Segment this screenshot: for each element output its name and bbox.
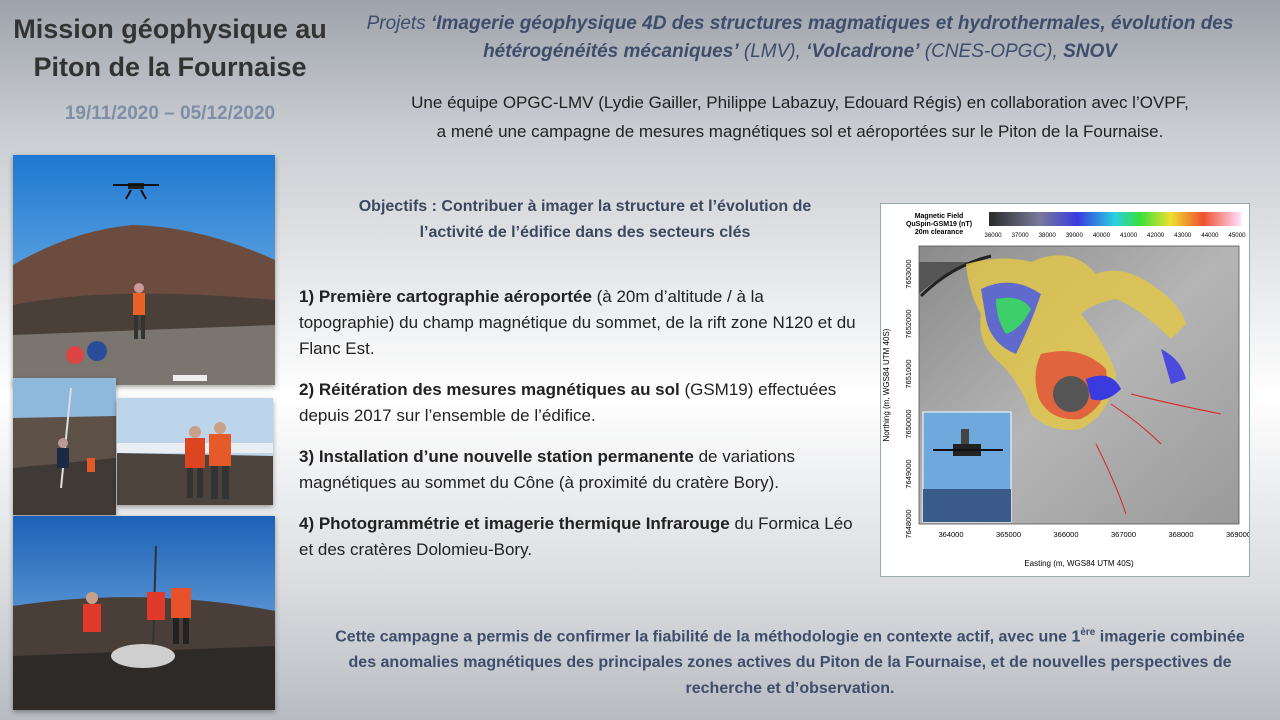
mast-survey-photo [13, 378, 116, 515]
y-tick-label: 7652000 [904, 309, 913, 339]
drone-survey-photo [13, 155, 275, 385]
project-2: ‘Volcadrone’ [806, 41, 920, 62]
list-item-text: de variations magnétiques au sommet du Cône (à proximité du cratère Bory). [299, 447, 795, 492]
colorbar-tick-label: 37000 [1011, 232, 1029, 239]
colorbar-tick-label: 39000 [1065, 232, 1083, 239]
colorbar [989, 212, 1241, 226]
title-line-2: Piton de la Fournaise [33, 52, 307, 82]
legend-title-1: Magnetic Field [914, 213, 964, 220]
objectives-line-2: l’activité de l’édifice dans des secteurs clés [419, 224, 751, 241]
x-tick-label: 369000 [1225, 530, 1249, 539]
y-tick-label: 7648000 [904, 509, 913, 539]
colorbar-tick-label: 44000 [1201, 232, 1219, 239]
list-item [299, 444, 864, 496]
list-item-title: 2) Réitération des mesures magnétiques au sol [299, 380, 680, 399]
ground-station-photo [13, 516, 275, 710]
list-item-title: 3) Installation d’une nouvelle station permanente [299, 447, 694, 466]
colorbar-tick-label: 45000 [1228, 232, 1246, 239]
colorbar-tick-label: 43000 [1174, 232, 1192, 239]
list-item-title: 4) Photogrammétrie et imagerie thermique Infrarouge [299, 514, 730, 533]
y-axis-label: Northing (m, WGS84 UTM 40S) [882, 328, 891, 442]
team-photo [117, 398, 273, 505]
conclusion-text [330, 620, 1250, 702]
objectives-line-1: Objectifs : Contribuer à imager la structure et l’évolution de [358, 198, 812, 215]
projects-prefix: Projets [366, 13, 431, 34]
team-line-1: Une équipe OPGC-LMV (Lydie Gailler, Philippe Labazuy, Edouard Régis) en collaboration avec l’OVPF, [411, 93, 1189, 112]
x-tick-label: 365000 [995, 530, 1022, 539]
x-tick-label: 368000 [1168, 530, 1194, 539]
title-line-1: Mission géophysique au [13, 14, 327, 44]
y-tick-label: 7649000 [904, 459, 913, 489]
colorbar-tick-label: 38000 [1038, 232, 1056, 239]
project-1-org: (LMV), [738, 41, 807, 62]
team-description [340, 88, 1260, 146]
list-item-text: (à 20m d’altitude / à la topographie) du champ magnétique du sommet, de la rift zone N120 et du Flanc Est. [299, 287, 856, 358]
y-tick-label: 7650000 [904, 409, 913, 439]
colorbar-tick-label: 36000 [984, 232, 1002, 239]
conclusion-part-2: imagerie combinée des anomalies magnétiques des principales zones actives du Piton de la Fournaise, et de nouvelles perspectives de recherche et d’observation. [348, 628, 1245, 698]
objectives-list [299, 284, 864, 578]
project-1: ‘Imagerie géophysique 4D des structures magmatiques et hydrothermales, évolution des hétérogénéités mécaniques’ [430, 13, 1234, 62]
x-tick-label: 364000 [938, 530, 964, 539]
list-item-text: du Formica Léo et des cratères Dolomieu-Bory. [299, 514, 853, 559]
list-item [299, 284, 864, 362]
list-item [299, 511, 864, 563]
mission-dates: 19/11/2020 – 05/12/2020 [64, 103, 276, 124]
magnetic-field-map [880, 203, 1250, 577]
projects-line [350, 10, 1250, 66]
inset-drone-photo [923, 412, 1011, 522]
x-axis-label: Easting (m, WGS84 UTM 40S) [1024, 559, 1134, 568]
list-item [299, 377, 864, 429]
colorbar-tick-label: 42000 [1147, 232, 1165, 239]
colorbar-tick-label: 40000 [1092, 232, 1111, 239]
objectives-heading [305, 194, 865, 246]
list-item-text: (GSM19) effectuées depuis 2017 sur l’ensemble de l’édifice. [299, 380, 837, 425]
list-item-title: 1) Première cartographie aéroportée [299, 287, 592, 306]
y-tick-label: 7651000 [904, 359, 913, 389]
conclusion-superscript: ère [1080, 627, 1096, 638]
colorbar-tick-label: 41000 [1119, 232, 1138, 239]
y-tick-label: 7653000 [904, 259, 913, 289]
page-title [0, 10, 340, 86]
team-line-2: a mené une campagne de mesures magnétiques sol et aéroportées sur le Piton de la Fournaise. [436, 122, 1164, 141]
project-3: SNOV [1063, 41, 1117, 62]
legend-title-2: QuSpin-GSM19 (nT) [905, 221, 973, 228]
legend-title-3: 20m clearance [914, 229, 964, 236]
x-tick-label: 366000 [1053, 530, 1079, 539]
x-tick-label: 367000 [1110, 530, 1137, 539]
project-2-org: (CNES-OPGC), [919, 41, 1064, 62]
conclusion-part-1: Cette campagne a permis de confirmer la fiabilité de la méthodologie en contexte actif, avec une 1 [335, 628, 1081, 646]
